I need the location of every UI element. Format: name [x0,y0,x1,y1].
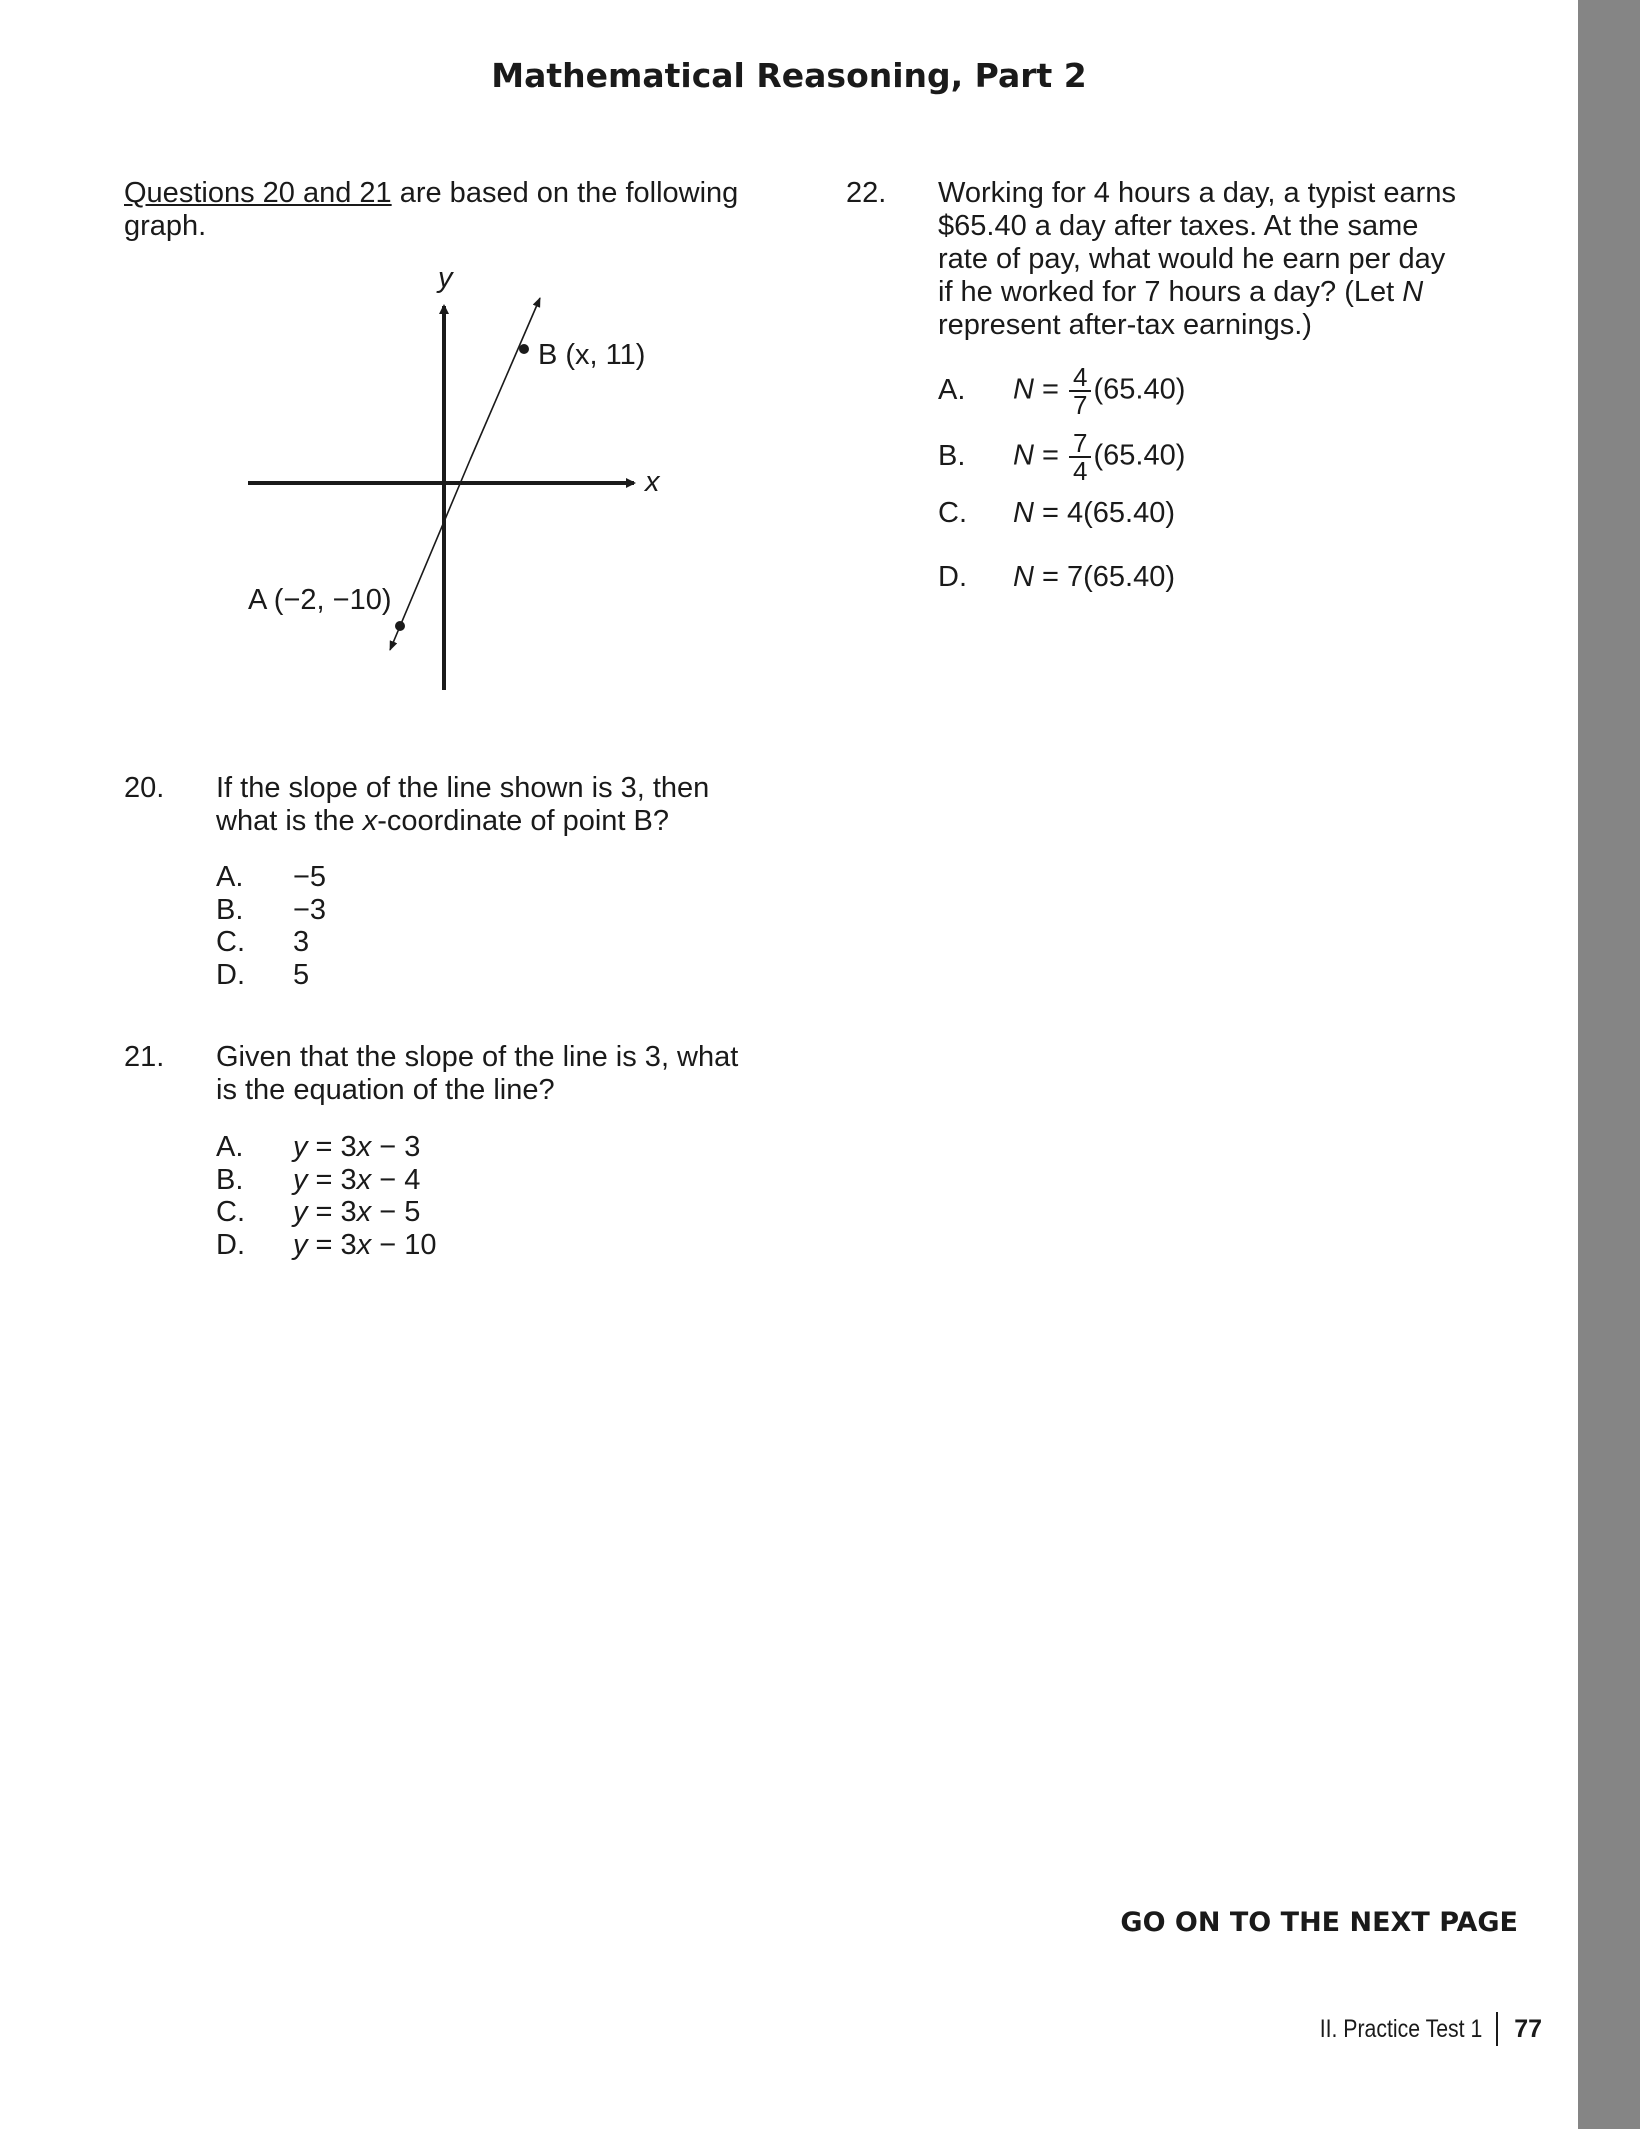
var-y: y [293,1229,308,1262]
var-x: x [356,1131,372,1163]
point-b [519,344,529,354]
q20-option-a[interactable] [216,861,326,894]
eq: = 3 [307,1229,357,1262]
q20-option-d[interactable] [216,959,326,992]
var-n: N [1013,373,1034,406]
q21-option-c[interactable] [216,1196,437,1229]
var-y: y [293,1163,308,1196]
eq: = [1033,373,1068,406]
denominator: 4 [1073,456,1088,486]
eq: = 3 [307,1163,357,1196]
var-y: y [293,1131,308,1163]
fraction [1069,430,1091,484]
q20-var: x [362,805,378,837]
numerator: 7 [1069,430,1091,458]
q20-number: 20. [124,772,165,804]
var-n: N [1013,439,1034,472]
q22-option-d[interactable] [938,561,1175,594]
page-edge-strip [1578,0,1640,2129]
eq-rest: − 3 [371,1131,421,1163]
q20-option-c[interactable] [216,926,326,959]
option-letter: D. [216,1229,245,1262]
point-a-label: A (−2, −10) [248,584,392,616]
q22-line-1: Working for 4 hours a day, a typist earns [938,177,1456,209]
eq-rest: (65.40) [1093,373,1186,406]
var-n: N [1013,497,1034,529]
eq: = 3 [307,1196,357,1229]
denominator: 7 [1073,390,1088,420]
continue-notice: GO ON TO THE NEXT PAGE [1120,1907,1518,1938]
var-n: N [1013,561,1034,593]
eq: = 3 [307,1131,357,1163]
coordinate-graph [0,0,1578,760]
footer-section: II. Practice Test 1 [1319,2014,1483,2043]
option-value: −5 [293,861,327,893]
x-axis-label: x [645,466,660,498]
intro-rest: are based on the following [391,177,739,209]
option-letter: B. [216,893,244,926]
option-letter: A. [938,373,966,406]
point-a [395,621,405,631]
footer-divider [1496,2012,1498,2046]
line-upper [470,298,540,460]
var-x: x [356,1196,372,1229]
q20-option-b[interactable] [216,894,326,927]
eq: = [1033,439,1068,472]
q22-number: 22. [846,177,887,209]
eq-rest: − 5 [371,1196,421,1229]
page-footer [1291,2012,1542,2046]
q21-options [216,1131,437,1262]
eq-rest: − 10 [371,1229,437,1262]
q21-option-d[interactable] [216,1229,437,1262]
q22-var: N [1402,276,1424,308]
q21-line-2: is the equation of the line? [216,1074,555,1106]
q22-line-3: rate of pay, what would he earn per day [938,243,1446,275]
numerator: 4 [1069,364,1091,392]
option-letter: B. [938,439,966,472]
option-letter: C. [216,1196,245,1229]
intro-underlined: Questions 20 and 21 [124,177,392,209]
eq-rest: = 7(65.40) [1033,561,1176,593]
var-y: y [293,1196,308,1229]
q22-line-2: $65.40 a day after taxes. At the same [938,210,1419,242]
q21-option-b[interactable] [216,1164,437,1197]
y-axis-label: y [438,262,453,294]
q21-line-1: Given that the slope of the line is 3, what [216,1041,739,1073]
option-letter: A. [216,861,244,893]
q21-option-a[interactable] [216,1131,437,1164]
option-letter: A. [216,1131,244,1163]
option-letter: C. [938,497,967,529]
option-value: −3 [293,893,327,926]
option-letter: B. [216,1163,244,1196]
eq-rest: − 4 [371,1163,421,1196]
q20-text-end: -coordinate of point B? [377,805,669,837]
var-x: x [356,1163,372,1196]
q22-line-4 [938,276,1423,309]
option-value: 3 [293,926,310,959]
q21-number: 21. [124,1041,165,1073]
q20-line-2 [216,805,669,838]
q22-option-b[interactable] [938,430,1185,484]
q22-text: if he worked for 7 hours a day? (Let [938,276,1403,308]
point-b-label: B (x, 11) [538,339,646,371]
q20-line-1: If the slope of the line shown is 3, then [216,772,710,804]
option-letter: D. [938,561,967,593]
eq-rest: = 4(65.40) [1033,497,1176,529]
q22-option-c[interactable] [938,497,1175,530]
option-letter: D. [216,959,245,992]
eq-rest: (65.40) [1093,439,1186,472]
page-number: 77 [1514,2014,1542,2043]
q20-text: what is the [216,805,363,837]
var-x: x [356,1229,372,1262]
q22-line-5: represent after-tax earnings.) [938,309,1312,341]
q22-option-a[interactable] [938,364,1185,418]
page-title: Mathematical Reasoning, Part 2 [491,56,1087,95]
fraction [1069,364,1091,418]
option-letter: C. [216,926,245,959]
option-value: 5 [293,959,310,992]
q20-options [216,861,326,992]
intro-line-2: graph. [124,210,207,242]
